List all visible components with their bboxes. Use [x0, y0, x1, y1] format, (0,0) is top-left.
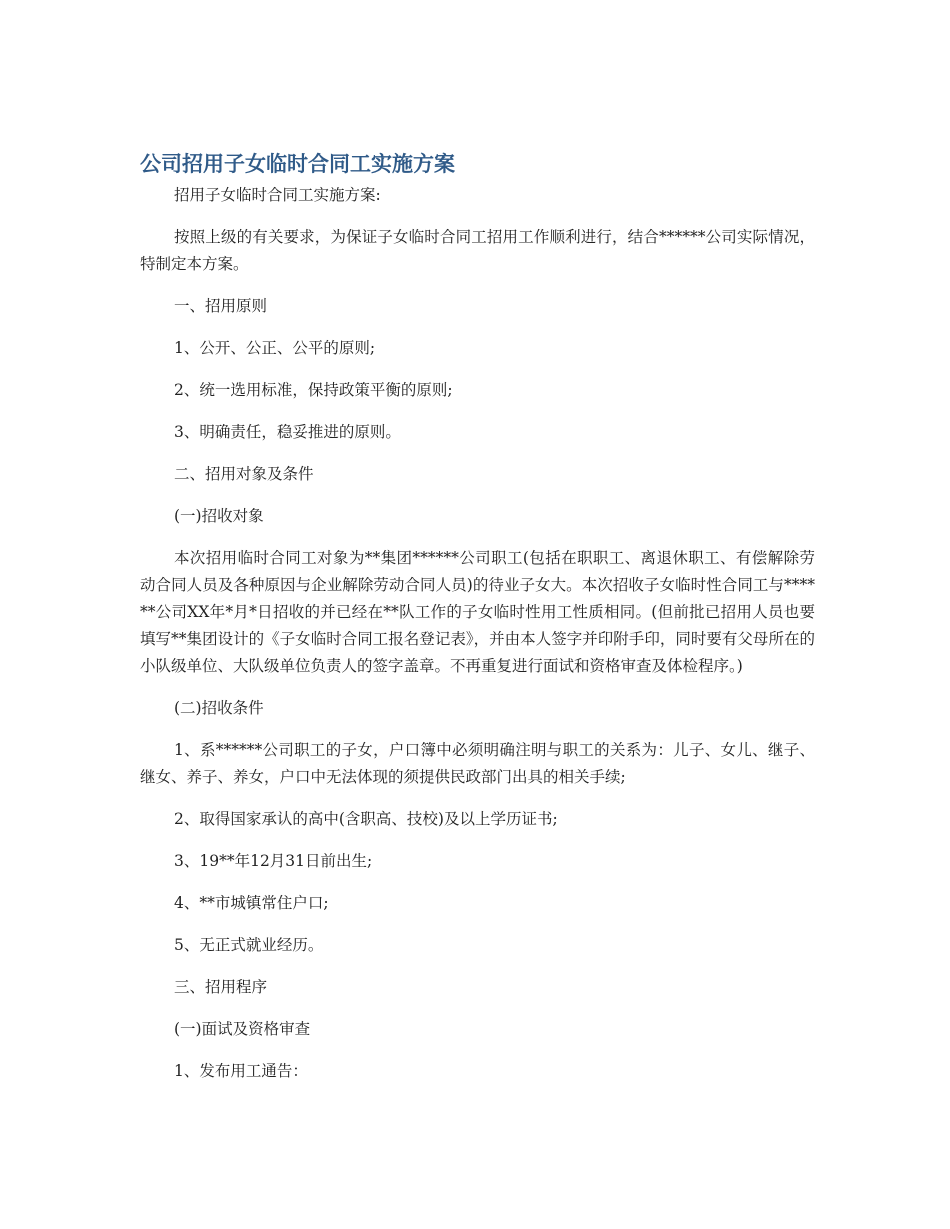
list-item: 1、公开、公正、公平的原则;: [174, 339, 376, 357]
paragraph-purpose: 按照上级的有关要求，为保证子女临时合同工招用工作顺利进行，结合******公司实际情况，特制定本方案。: [140, 228, 815, 273]
section-heading-procedure: 三、招用程序: [174, 978, 268, 996]
list-item: 2、统一选用标准，保持政策平衡的原则;: [174, 381, 453, 399]
list-item: 3、明确责任，稳妥推进的原则。: [174, 423, 401, 441]
subsection-heading-interview: (一)面试及资格审查: [174, 1020, 311, 1038]
section-heading-targets: 二、招用对象及条件: [174, 465, 314, 483]
document-page: [140, 148, 815, 1100]
list-item: 4、**市城镇常住户口;: [174, 894, 329, 912]
subsection-heading-recruit-targets: (一)招收对象: [174, 507, 264, 525]
paragraph-targets-detail: 本次招用临时合同工对象为**集团******公司职工(包括在职职工、离退休职工、有偿解除劳动合同人员及各种原因与企业解除劳动合同人员)的待业子女大。本次招收子女临时性合同工与******公司XX年*月*日招收的并已经在**队工作的子女临时性用工性质相同。(但前批已招用人员也要填写**集团设计的《子女临时合同工报名登记表》，并由本人签字并印附手印，同时要有父母所在的小队级单位、大队级单位负责人的签字盖章。不再重复进行面试和资格审查及体检程序。): [140, 549, 815, 675]
list-item: 1、发布用工通告：: [174, 1062, 308, 1080]
list-item: 3、19**年12月31日前出生;: [174, 852, 373, 870]
subsection-heading-conditions: (二)招收条件: [174, 699, 264, 717]
list-item: 5、无正式就业经历。: [174, 936, 324, 954]
page-title: 公司招用子女临时合同工实施方案: [140, 152, 455, 176]
list-item: 2、取得国家承认的高中(含职高、技校)及以上学历证书;: [174, 810, 558, 828]
paragraph-intro: 招用子女临时合同工实施方案:: [174, 186, 381, 204]
list-item: 1、系******公司职工的子女，户口簿中必须明确注明与职工的关系为：儿子、女儿、继子、继女、养子、养女，户口中无法体现的须提供民政部门出具的相关手续;: [140, 741, 815, 786]
section-heading-principles: 一、招用原则: [174, 297, 268, 315]
